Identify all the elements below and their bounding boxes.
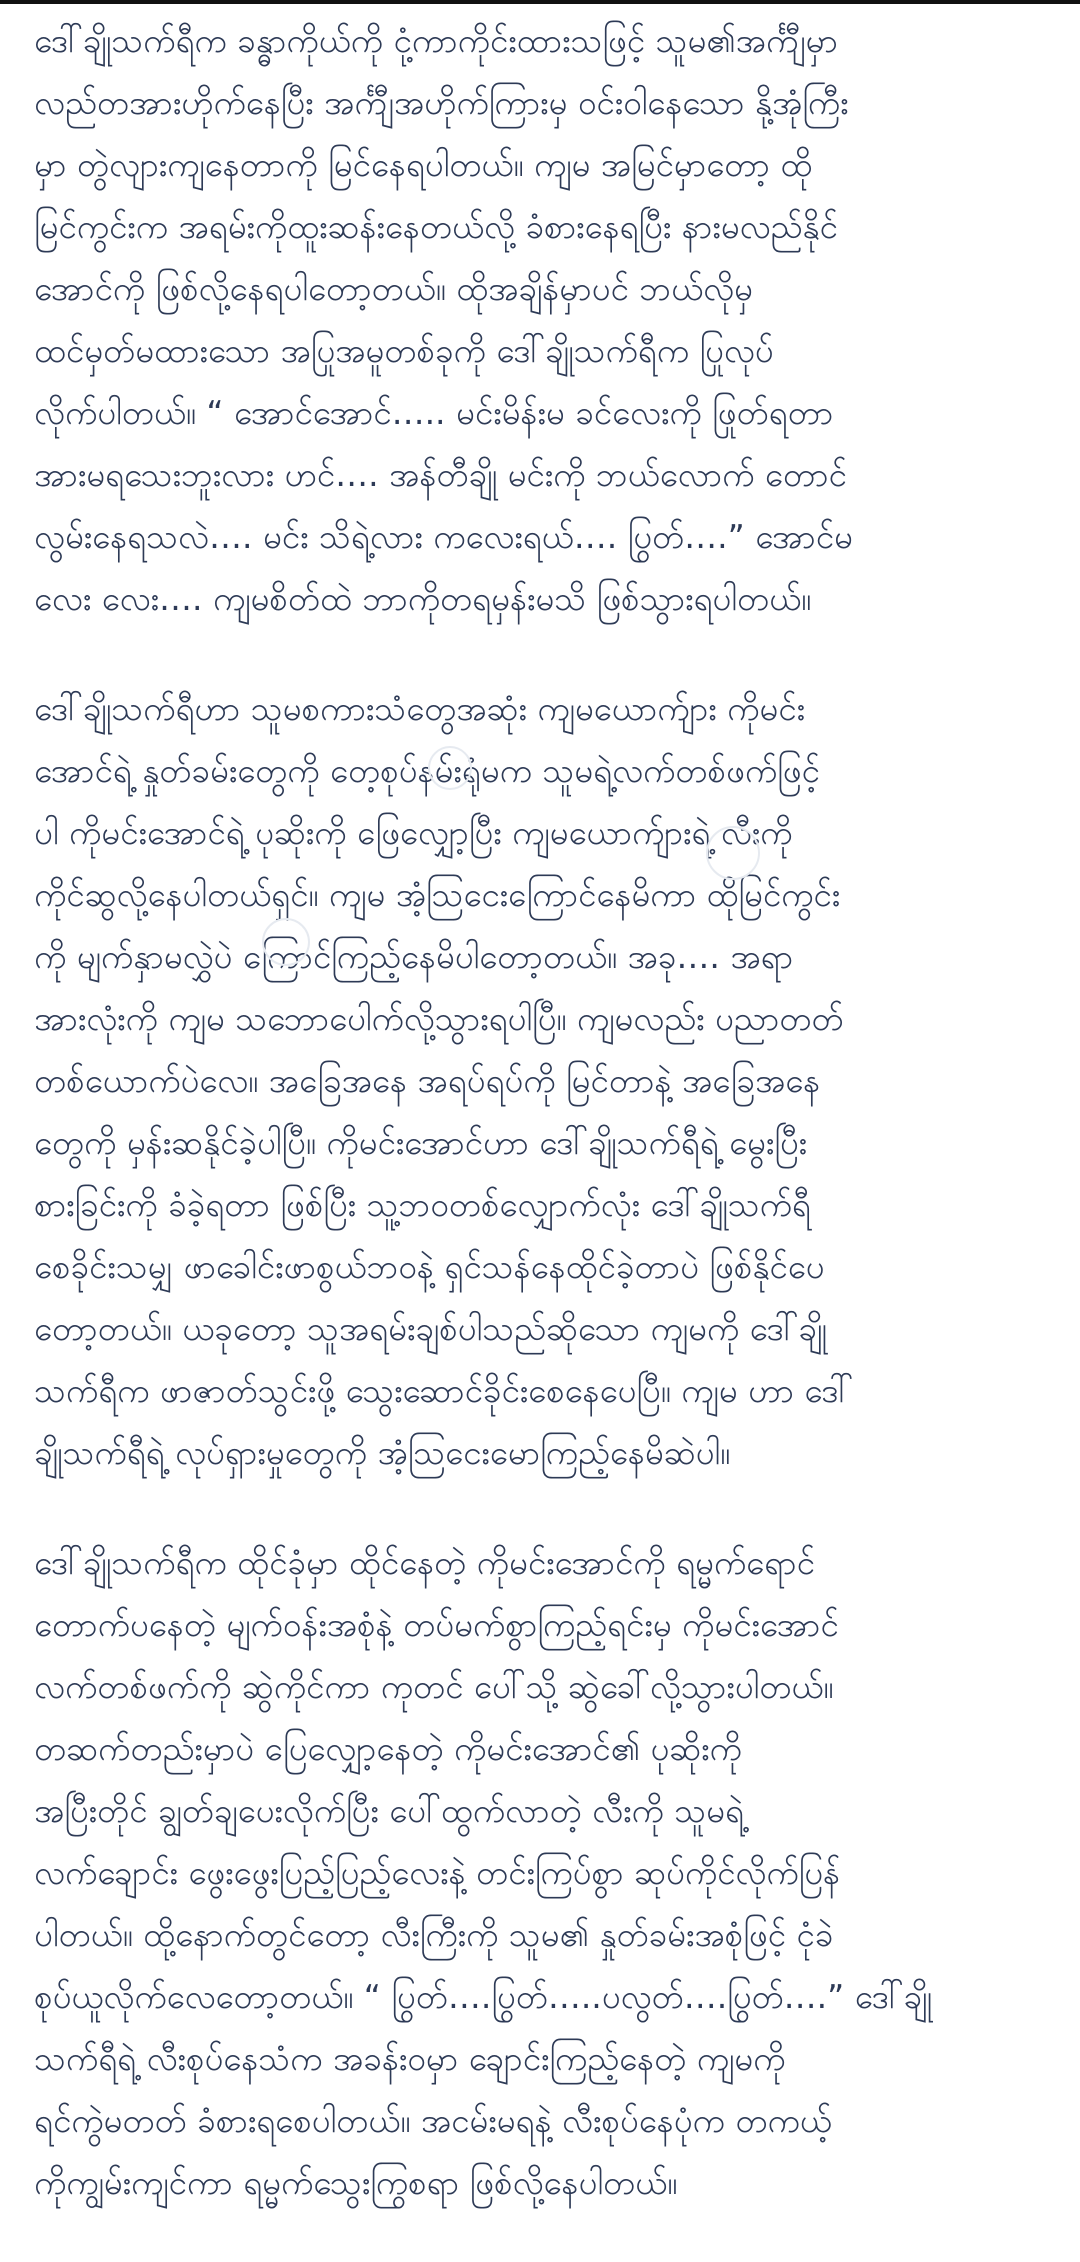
text-line: တွေကို မှန်းဆနိုင်ခဲ့ပါပြီ။ ကိုမင်းအောင်ဟာ ဒေါ်ချိုသက်ရီရဲ့ မွေးပြီး — [34, 1123, 808, 1162]
text-line: ဒေါ်ချိုသက်ရီက ထိုင်ခုံမှာ ထိုင်နေတဲ့ ကိုမင်းအောင်ကို ရမ္မက်ရောင် — [34, 1543, 815, 1582]
text-line: အပြီးတိုင် ချွတ်ချပေးလိုက်ပြီး ပေါ်ထွက်လာတဲ့ လီးကို သူမရဲ့ — [34, 1791, 744, 1830]
text-line: တစ်ယောက်ပဲလေ။ အခြေအနေ အရပ်ရပ်ကို မြင်တာနဲ့ အခြေအနေ — [34, 1061, 821, 1100]
text-line: အောင်ရဲ့ နှုတ်ခမ်းတွေကို တေ့စုပ်နမ်းရုံမက သူမရဲ့လက်တစ်ဖက်ဖြင့် — [34, 751, 820, 790]
text-line: သက်ရီရဲ့ လီးစုပ်နေသံက အခန်းဝမှာ ချောင်းကြည့်နေတဲ့ ကျမကို — [34, 2039, 786, 2078]
watermark-ring — [428, 746, 472, 790]
text-line: အားလုံးကို ကျမ သဘောပေါက်လို့သွားရပါပြီ။ ကျမလည်း ပညာတတ် — [34, 999, 844, 1038]
paragraph-2 — [34, 678, 1050, 1484]
text-line: ထင်မှတ်မထားသော အပြုအမူတစ်ခုကို ဒေါ်ချိုသက်ရီက ပြုလုပ် — [34, 331, 774, 370]
paragraph-3 — [34, 1532, 1050, 2214]
watermark-ring — [262, 918, 310, 966]
text-line: တောက်ပနေတဲ့ မျက်ဝန်းအစုံနဲ့ တပ်မက်စွာကြည့်ရင်းမှ ကိုမင်းအောင် — [34, 1605, 839, 1644]
text-line: မြင်ကွင်းက အရမ်းကိုထူးဆန်းနေတယ်လို့ ခံစားနေရပြီး နားမလည်နိုင် — [34, 207, 838, 246]
paragraph-1 — [34, 10, 1050, 630]
text-line: အားမရသေးဘူးလား ဟင်…. အန်တီချို မင်းကို ဘယ်လောက် တောင် — [34, 455, 847, 494]
text-line: ပါတယ်။ ထို့နောက်တွင်တော့ လီးကြီးကို သူမ၏ နှုတ်ခမ်းအစုံဖြင့် ငုံခဲ — [34, 1915, 834, 1954]
text-line: အောင်ကို ဖြစ်လို့နေရပါတော့တယ်။ ထိုအချိန်မှာပင် ဘယ်လိုမှ — [34, 269, 753, 308]
text-line: စားခြင်းကို ခံခဲ့ရတာ ဖြစ်ပြီး သူ့ဘဝတစ်လျှောက်လုံး ဒေါ်ချိုသက်ရီ — [34, 1185, 811, 1224]
text-line: ကို မျက်နှာမလွှဲပဲ ကြောင်ကြည့်နေမိပါတော့တယ်။ အခု…. အရာ — [34, 937, 794, 976]
text-line: တဆက်တည်းမှာပဲ ပြေလျှော့နေတဲ့ ကိုမင်းအောင်၏ ပုဆိုးကို — [34, 1729, 742, 1768]
text-line: ပါ ကိုမင်းအောင်ရဲ့ ပုဆိုးကို ဖြေလျှော့ပြီး ကျမယောက်ျားရဲ့ လီးကို — [34, 813, 793, 852]
text-line: လေး လေး…. ကျမစိတ်ထဲ ဘာကိုတရမှန်းမသိ ဖြစ်သွားရပါတယ်။ — [34, 579, 812, 618]
text-line: လက်ချောင်း ဖွေးဖွေးပြည့်ပြည့်လေးနဲ့ တင်းကြပ်စွာ ဆုပ်ကိုင်လိုက်ပြန် — [34, 1853, 841, 1892]
text-line: ဒေါ်ချိုသက်ရီဟာ သူမစကားသံတွေအဆုံး ကျမယောက်ျား ကိုမင်း — [34, 689, 805, 728]
story-text — [34, 10, 1050, 2262]
text-line: ကိုကျွမ်းကျင်ကာ ရမ္မက်သွေးကြွစရာ ဖြစ်လို့နေပါတယ်။ — [34, 2163, 678, 2202]
watermark-ring — [706, 826, 760, 880]
text-line: ရင်ကွဲမတတ် ခံစားရစေပါတယ်။ အငမ်းမရနဲ့ လီးစုပ်နေပုံက တကယ့် — [34, 2101, 832, 2140]
text-line: စုပ်ယူလိုက်လေတော့တယ်။ “ ပြွတ်….ပြွတ်…..ပလွတ်….ပြွတ်….” ဒေါ်ချို — [34, 1977, 932, 2016]
text-line: စေခိုင်းသမျှ ဖာခေါင်းဖာစွယ်ဘဝနဲ့ ရှင်သန်နေထိုင်ခဲ့တာပဲ ဖြစ်နိုင်ပေ — [34, 1247, 825, 1286]
text-line: လည်တအားဟိုက်နေပြီး အင်္ကျီအဟိုက်ကြားမှ ဝင်းဝါနေသော နို့အုံကြီး — [34, 83, 849, 122]
text-line: ဒေါ်ချိုသက်ရီက ခန္ဓာကိုယ်ကို ငုံ့ကာကိုင်းထားသဖြင့် သူမ၏အင်္ကျီမှာ — [34, 21, 838, 60]
top-divider — [0, 0, 1080, 4]
text-line: လက်တစ်ဖက်ကို ဆွဲကိုင်ကာ ကုတင် ပေါ်သို့ ဆွဲခေါ်လို့သွားပါတယ်။ — [34, 1667, 834, 1706]
text-line: သက်ရီက ဖာဇာတ်သွင်းဖို့ သွေးဆောင်ခိုင်းစေနေပေပြီ။ ကျမ ဟာ ဒေါ် — [34, 1371, 854, 1410]
text-line: ကိုင်ဆွလို့နေပါတယ်ရှင်။ ကျမ အံ့သြငေးကြောင်နေမိကာ ထိုမြင်ကွင်း — [34, 875, 841, 914]
text-line: လိုက်ပါတယ်။ “ အောင်အောင်….. မင်းမိန်းမ ခင်လေးကို ဖြုတ်ရတာ — [34, 393, 834, 432]
text-line: လွမ်းနေရသလဲ…. မင်း သိရဲ့လား ကလေးရယ်…. ပြွတ်….” အောင်မ — [34, 517, 853, 556]
text-line: ချိုသက်ရီရဲ့ လုပ်ရှားမှုတွေကို အံ့သြငေးမောကြည့်နေမိဆဲပါ။ — [34, 1433, 731, 1472]
text-line: မှာ တွဲလျားကျနေတာကို မြင်နေရပါတယ်။ ကျမ အမြင်မှာတော့ ထို — [34, 145, 813, 184]
text-line: တော့တယ်။ ယခုတော့ သူအရမ်းချစ်ပါသည်ဆိုသော ကျမကို ဒေါ်ချို — [34, 1309, 827, 1348]
